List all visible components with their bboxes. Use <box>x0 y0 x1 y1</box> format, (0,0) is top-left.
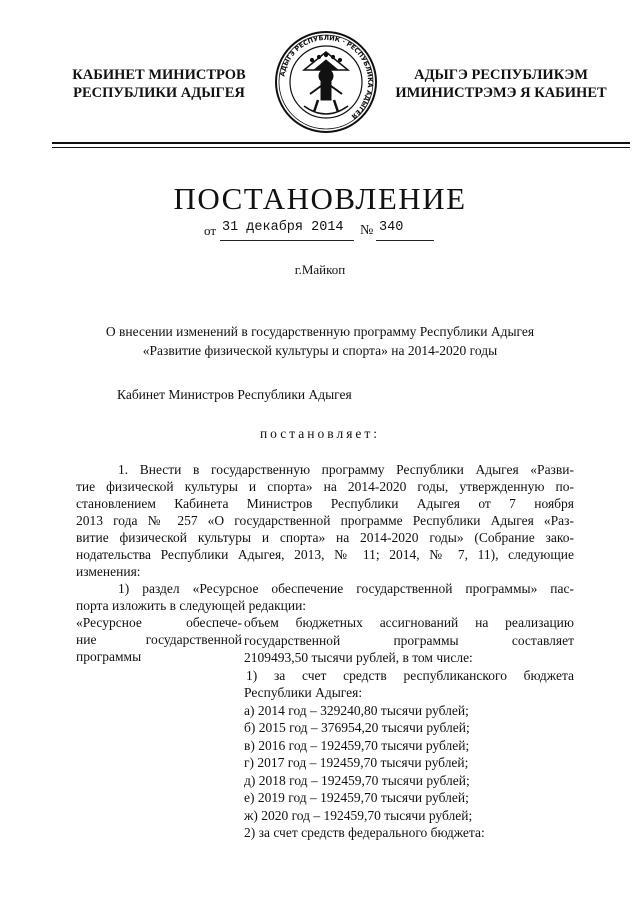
table-right-line: 2109493,50 тысячи рублей, в том числе: <box>244 650 473 665</box>
table-right-line: д) 2018 год – 192459,70 тысячи рублей; <box>244 772 470 788</box>
header-rule-thin <box>52 147 630 148</box>
date-value: 31 декабря 2014 <box>222 220 344 235</box>
table-right-line: г) 2017 год – 192459,70 тысячи рублей; <box>244 755 469 770</box>
header-right-line2: ИМИНИСТРЭМЭ Я КАБИНЕТ <box>395 85 607 101</box>
subject <box>0 322 640 360</box>
paragraph-line: становлением Кабинета Министров Республики Адыгея от 7 ноября <box>76 496 574 511</box>
header-left <box>64 66 254 102</box>
paragraph-2 <box>76 580 574 614</box>
table-right-line: государственной программы составляет <box>244 632 574 648</box>
table-right-line: Республики Адыгея: <box>244 685 363 700</box>
number-value: 340 <box>379 220 404 235</box>
header-right-line1: АДЫГЭ РЕСПУБЛИКЭМ <box>414 67 588 83</box>
coat-of-arms-emblem <box>274 30 378 134</box>
subject-line1: О внесении изменений в государственную программу Республики Адыгея <box>105 324 535 339</box>
table-left-line: программы <box>76 649 142 664</box>
table-right-line: б) 2015 год – 376954,20 тысячи рублей; <box>244 720 470 735</box>
paragraph-line: изменения: <box>76 564 141 579</box>
table-left-line: «Ресурсное обеспече- <box>76 615 242 630</box>
number-prefix: № <box>360 223 374 238</box>
cabinet-line: Кабинет Министров Республики Адыгея <box>117 387 352 402</box>
paragraph-1 <box>76 461 574 580</box>
header-left-line2: РЕСПУБЛИКИ АДЫГЕЯ <box>73 85 245 101</box>
paragraph-line: 1) раздел «Ресурсное обеспечение государственной программы» пас- <box>118 581 574 596</box>
table-right-line: а) 2014 год – 329240,80 тысячи рублей; <box>244 702 469 718</box>
header-rule-thick <box>52 142 630 144</box>
table-left-line: ние государственной <box>76 632 242 647</box>
paragraph-line: тие физической культуры и спорта» на 2014-2020 годы, утвержденную по- <box>76 479 574 494</box>
table-right-line: 1) за счет средств республиканского бюджета <box>246 667 574 683</box>
paragraph-line: 1. Внести в государственную программу Республики Адыгея «Разви- <box>118 462 574 477</box>
paragraph-line: порта изложить в следующей редакции: <box>76 598 307 613</box>
table-right-line: 2) за счет средств федерального бюджета: <box>244 825 485 840</box>
paragraph-line: нодательства Республики Адыгея, 2013, № 11; 2014, № 7, 11), следующие <box>76 547 574 562</box>
table-right-line: в) 2016 год – 192459,70 тысячи рублей; <box>244 737 470 753</box>
table-right-line: ж) 2020 год – 192459,70 тысячи рублей; <box>244 807 473 823</box>
table-right-cell <box>244 614 574 842</box>
emblem-ring-text: АДЫГЭ РЕСПУБЛИК · РЕСПУБЛИКА АДЫГЕЯ <box>278 33 375 121</box>
header-right <box>388 66 614 102</box>
paragraph-line: витие физической культуры и спорта» на 2014-2020 годы» (Собрание зако- <box>76 530 574 545</box>
number-underline <box>376 240 434 241</box>
subject-line2: «Развитие физической культуры и спорта» на 2014-2020 годы <box>142 343 498 358</box>
header-left-line1: КАБИНЕТ МИНИСТРОВ <box>72 67 246 83</box>
date-prefix: от <box>204 223 217 238</box>
table-left-cell <box>76 614 242 665</box>
paragraph-line: 2013 года № 257 «О государственной программе Республики Адыгея «Раз- <box>76 513 574 528</box>
table-right-line: объем бюджетных ассигнований на реализацию <box>244 615 574 630</box>
table-right-line: е) 2019 год – 192459,70 тысячи рублей; <box>244 790 469 805</box>
decree-word: постановляет: <box>259 426 381 441</box>
city: г.Майкоп <box>294 262 346 277</box>
document-title: ПОСТАНОВЛЕНИЕ <box>173 181 467 216</box>
date-underline <box>220 240 354 241</box>
